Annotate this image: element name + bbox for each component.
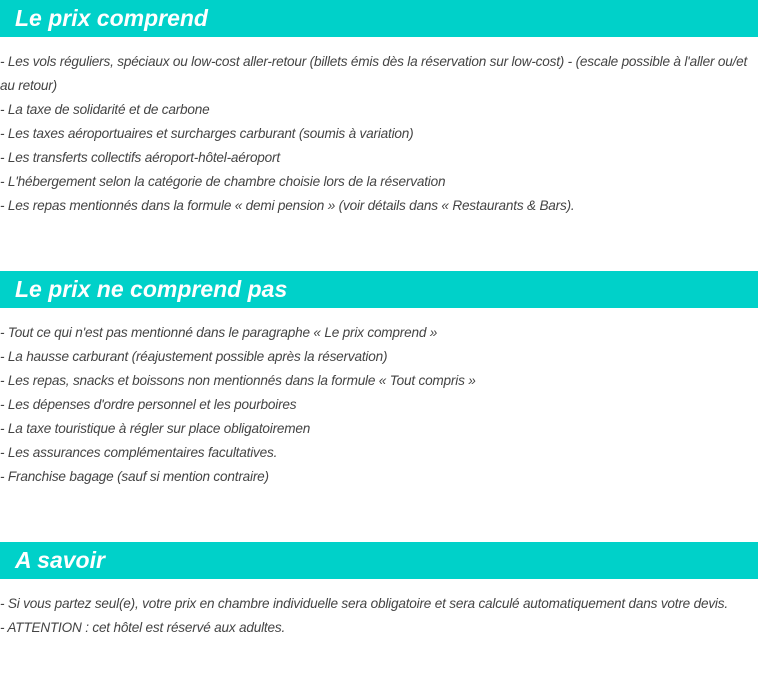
section-title: Le prix comprend <box>0 0 758 37</box>
list-item: - Si vous partez seul(e), votre prix en chambre individuelle sera obligatoire et sera calculé automatiquement dans votre devis. <box>0 596 728 611</box>
section-price-includes <box>0 0 758 218</box>
list-item: - Les vols réguliers, spéciaux ou low-cost aller-retour (billets émis dès la réservation sur low-cost) - (escale possible à l'aller ou/et au retour) <box>0 54 748 93</box>
section-title: Le prix ne comprend pas <box>0 271 758 308</box>
section-good-to-know <box>0 542 758 640</box>
item-list <box>0 592 758 640</box>
list-item: - Tout ce qui n'est pas mentionné dans le paragraphe « Le prix comprend » <box>0 325 438 340</box>
list-item: - La taxe touristique à régler sur place obligatoiremen <box>0 421 311 436</box>
list-item: - L'hébergement selon la catégorie de chambre choisie lors de la réservation <box>0 174 446 189</box>
item-list <box>0 50 758 218</box>
list-item: - La taxe de solidarité et de carbone <box>0 102 210 117</box>
list-item: - Les taxes aéroportuaires et surcharges carburant (soumis à variation) <box>0 126 414 141</box>
section-title: A savoir <box>0 542 758 579</box>
list-item: - Franchise bagage (sauf si mention contraire) <box>0 469 269 484</box>
list-item: - La hausse carburant (réajustement possible après la réservation) <box>0 349 388 364</box>
list-item: - Les dépenses d'ordre personnel et les pourboires <box>0 397 297 412</box>
list-item: - Les repas mentionnés dans la formule « demi pension » (voir détails dans « Restaurants & Bars). <box>0 198 575 213</box>
list-item: - ATTENTION : cet hôtel est réservé aux adultes. <box>0 620 286 635</box>
list-item: - Les transferts collectifs aéroport-hôtel-aéroport <box>0 150 280 165</box>
item-list <box>0 321 758 489</box>
list-item: - Les assurances complémentaires facultatives. <box>0 445 278 460</box>
list-item: - Les repas, snacks et boissons non mentionnés dans la formule « Tout compris » <box>0 373 476 388</box>
section-price-excludes <box>0 271 758 489</box>
